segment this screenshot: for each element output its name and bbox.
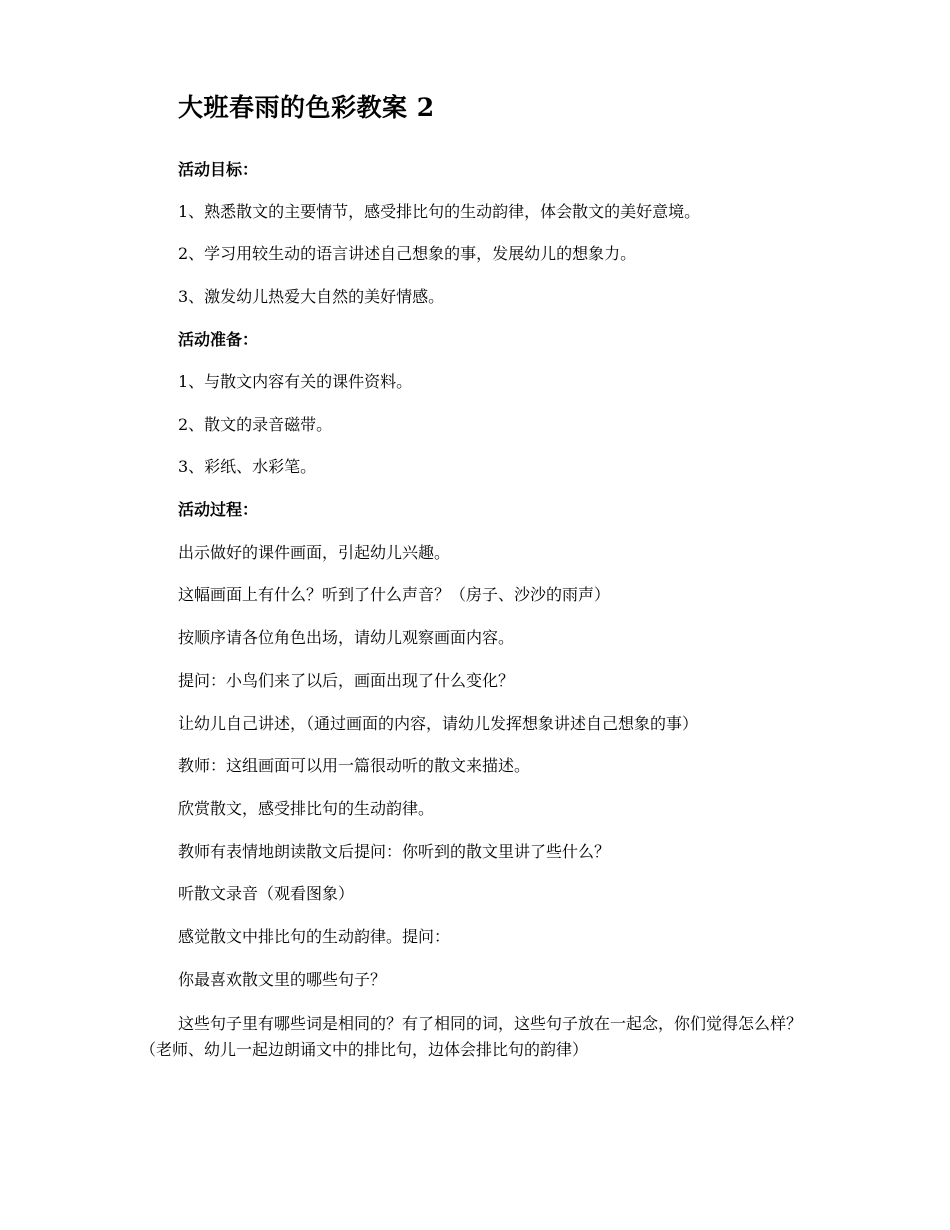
process-step-3: 按顺序请各位角色出场，请幼儿观察画面内容。 [178, 628, 515, 647]
process-step-9: 听散文录音（观看图象） [178, 884, 355, 903]
goals-heading: 活动目标： [178, 160, 259, 179]
process-step-11: 你最喜欢散文里的哪些句子？ [178, 970, 387, 989]
prep-item-3: 3、彩纸、水彩笔。 [178, 457, 317, 476]
prep-item-1: 1、与散文内容有关的课件资料。 [178, 372, 413, 391]
process-step-1: 出示做好的课件画面，引起幼儿兴趣。 [178, 543, 451, 562]
prep-item-2: 2、散文的录音磁带。 [178, 415, 333, 434]
closing-paragraph: 这些句子里有哪些词是相同的？有了相同的词，这些句子放在一起念，你们觉得怎么样？（老师、幼儿一起边朗诵文中的排比句，边体会排比句的韵律） [140, 1014, 803, 1059]
goal-item-1: 1、熟悉散文的主要情节，感受排比句的生动韵律，体会散文的美好意境。 [178, 202, 701, 221]
goal-item-3: 3、激发幼儿热爱大自然的美好情感。 [178, 287, 445, 306]
process-step-5: 让幼儿自己讲述，（通过画面的内容，请幼儿发挥想象讲述自己想象的事） [178, 714, 699, 733]
process-step-6: 教师：这组画面可以用一篇很动听的散文来描述。 [178, 756, 531, 775]
process-step-8: 教师有表情地朗读散文后提问：你听到的散文里讲了些什么？ [178, 842, 611, 861]
process-step-10: 感觉散文中排比句的生动韵律。提问： [178, 927, 451, 946]
process-step-2: 这幅画面上有什么？听到了什么声音？（房子、沙沙的雨声） [178, 585, 611, 604]
document-title: 大班春雨的色彩教案 2 [178, 93, 435, 122]
prep-heading: 活动准备： [178, 330, 259, 349]
process-step-4: 提问：小鸟们来了以后，画面出现了什么变化？ [178, 671, 515, 690]
goal-item-2: 2、学习用较生动的语言讲述自己想象的事，发展幼儿的想象力。 [178, 244, 637, 263]
process-heading: 活动过程： [178, 500, 259, 519]
process-step-7: 欣赏散文，感受排比句的生动韵律。 [178, 799, 435, 818]
